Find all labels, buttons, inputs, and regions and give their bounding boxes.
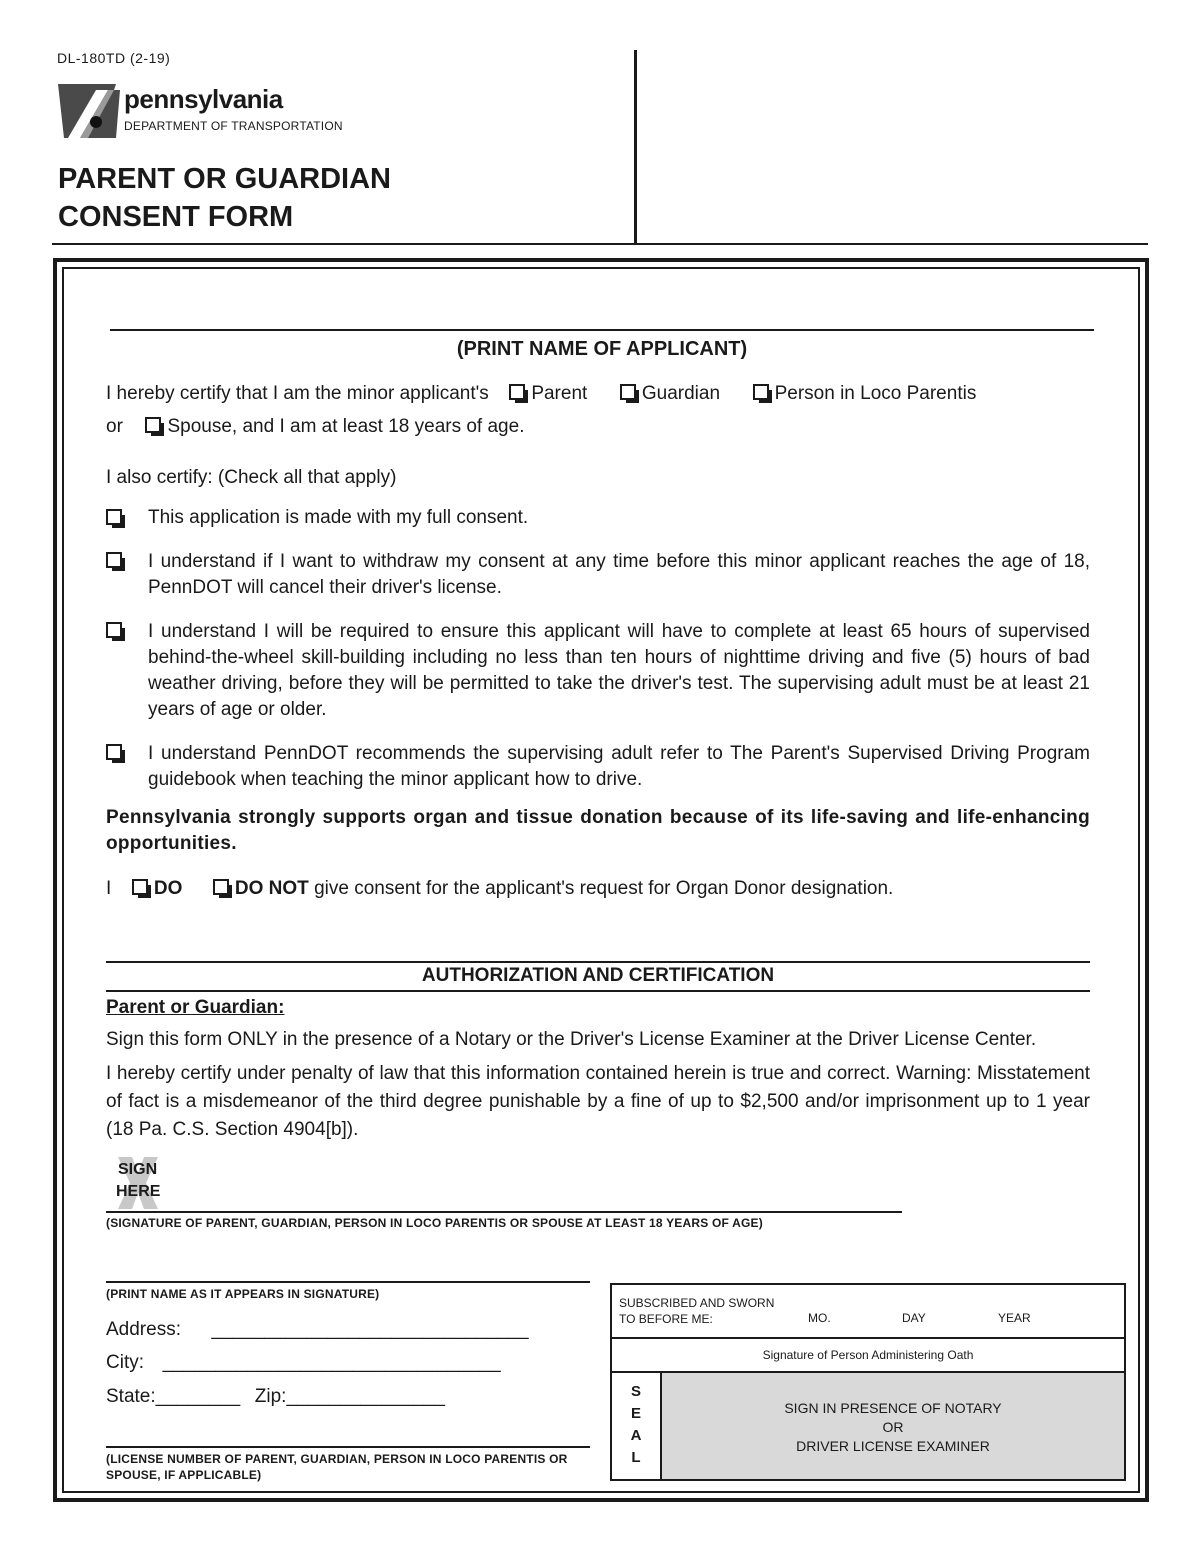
- seal-letter-e: E: [630, 1405, 641, 1422]
- presence-line-2: OR: [882, 1419, 904, 1435]
- organ-statement: Pennsylvania strongly supports organ and tissue donation because of its life-saving and life-enhancing opportunities.: [106, 807, 1090, 854]
- auth-instruction: Sign this form ONLY in the presence of a Notary or the Driver's License Examiner at the Driver License Center.: [106, 1029, 1037, 1050]
- zip-label: Zip:: [254, 1386, 287, 1407]
- license-number-caption: (LICENSE NUMBER OF PARENT, GUARDIAN, PERSON IN LOCO PARENTIS OR SPOUSE, IF APPLICABLE): [106, 1452, 568, 1482]
- city-field[interactable]: ________________________________: [162, 1352, 501, 1373]
- or-text: or: [106, 416, 123, 437]
- organ-do-not-checkbox[interactable]: [213, 879, 229, 895]
- withdraw-checkbox[interactable]: [106, 552, 122, 568]
- city-row[interactable]: [106, 1350, 501, 1376]
- guardian-checkbox[interactable]: [620, 384, 636, 400]
- organ-do-label: DO: [153, 878, 183, 899]
- title-line-1: PARENT OR GUARDIAN: [58, 163, 391, 195]
- auth-warning: I hereby certify under penalty of law that this information contained herein is true and correct. Warning: Misstatement of fact is a misdemeanor of the third degree punishable by a fine of up to $2,500 and/or imprisonment up to 1 year (18 Pa. C.S. Section 4904[b]).: [106, 1063, 1090, 1140]
- auth-subheading: Parent or Guardian:: [106, 997, 285, 1018]
- form-number: DL-180TD (2-19): [57, 50, 171, 66]
- logo-wordmark: pennsylvania: [124, 84, 283, 114]
- sworn-text: [619, 1295, 774, 1327]
- seal-label: [612, 1381, 660, 1469]
- license-number-line[interactable]: [106, 1446, 590, 1448]
- withdraw-text: I understand if I want to withdraw my consent at any time before this minor applicant reaches the age of 18, PennDOT will cancel their driver's license.: [148, 551, 1090, 598]
- address-row[interactable]: [106, 1317, 529, 1343]
- logo-subtitle: DEPARTMENT OF TRANSPORTATION: [124, 119, 343, 133]
- print-name-caption: (PRINT NAME AS IT APPEARS IN SIGNATURE): [106, 1287, 380, 1301]
- seal-letter-a: A: [630, 1427, 642, 1444]
- hours-text: I understand I will be required to ensure this applicant will have to complete at least 65 hours of supervised behind-the-wheel skill-building including no less than ten hours of nighttime driving and five (5) hours of bad weather driving, before they will be permitted to take the driver's test. The supervising adult must be at least 21 years of age or older.: [148, 621, 1090, 720]
- city-label: City:: [106, 1352, 144, 1373]
- certify-intro-text: I also certify: (Check all that apply): [106, 467, 397, 488]
- guardian-label: Guardian: [641, 383, 721, 404]
- spouse-line: [106, 414, 1006, 440]
- signature-line[interactable]: [106, 1211, 902, 1213]
- sworn-line-1: SUBSCRIBED AND SWORN: [619, 1296, 775, 1310]
- organ-suffix: give consent for the applicant's request for Organ Donor designation.: [314, 878, 894, 899]
- organ-do-checkbox[interactable]: [132, 879, 148, 895]
- zip-field[interactable]: _______________: [286, 1386, 445, 1407]
- header-rule: [52, 243, 1148, 245]
- organ-consent-line: [106, 876, 1106, 902]
- signature-caption: (SIGNATURE OF PARENT, GUARDIAN, PERSON IN LOCO PARENTIS OR SPOUSE AT LEAST 18 YEARS OF AGE): [106, 1216, 763, 1230]
- header-divider: [634, 50, 637, 245]
- consent-checkbox[interactable]: [106, 509, 122, 525]
- print-name-line[interactable]: [106, 1281, 590, 1283]
- address-field[interactable]: ______________________________: [211, 1319, 529, 1340]
- loco-parentis-checkbox[interactable]: [753, 384, 769, 400]
- sworn-line-2: TO BEFORE ME:: [619, 1312, 713, 1326]
- guidebook-checkbox[interactable]: [106, 744, 122, 760]
- title-line-2: CONSENT FORM: [58, 201, 294, 233]
- hours-checkbox[interactable]: [106, 622, 122, 638]
- spouse-label: Spouse, and I am at least 18 years of age.: [167, 416, 525, 437]
- state-field[interactable]: ________: [155, 1386, 241, 1407]
- sign-here-line-1: SIGN: [118, 1161, 158, 1178]
- seal-letter-l: L: [631, 1449, 641, 1466]
- parent-checkbox[interactable]: [509, 384, 525, 400]
- consent-text: This application is made with my full consent.: [148, 507, 529, 528]
- guidebook-text: I understand PennDOT recommends the supervising adult refer to The Parent's Supervised Driving Program guidebook when teaching the minor applicant how to drive.: [148, 743, 1090, 790]
- relationship-line: [106, 381, 1106, 407]
- sign-here-line-2: HERE: [116, 1183, 161, 1200]
- presence-line-1: SIGN IN PRESENCE OF NOTARY: [784, 1400, 1002, 1416]
- address-label: Address:: [106, 1319, 181, 1340]
- auth-heading: AUTHORIZATION AND CERTIFICATION: [421, 965, 775, 986]
- sign-here-marker: [108, 1155, 168, 1211]
- presence-area: [662, 1373, 1124, 1479]
- applicant-name-caption: (PRINT NAME OF APPLICANT): [456, 338, 748, 360]
- applicant-name-line[interactable]: [110, 329, 1094, 331]
- oath-signature-caption: Signature of Person Administering Oath: [762, 1348, 974, 1362]
- organ-prefix: I: [106, 878, 112, 899]
- presence-line-3: DRIVER LICENSE EXAMINER: [796, 1438, 990, 1454]
- certify-intro: I hereby certify that I am the minor applicant's: [106, 383, 489, 404]
- year-label: YEAR: [998, 1311, 1031, 1325]
- seal-letter-s: S: [630, 1383, 641, 1400]
- parent-label: Parent: [531, 383, 588, 404]
- loco-parentis-label: Person in Loco Parentis: [774, 383, 977, 404]
- state-zip-row[interactable]: [106, 1384, 445, 1410]
- auth-rule-bottom: [106, 990, 1090, 992]
- notary-box: [610, 1283, 1126, 1481]
- presence-text: [662, 1399, 1124, 1456]
- notary-divider-1: [612, 1337, 1124, 1339]
- state-label: State:: [106, 1386, 156, 1407]
- month-label: MO.: [808, 1311, 831, 1325]
- spouse-checkbox[interactable]: [145, 417, 161, 433]
- organ-do-not-label: DO NOT: [234, 878, 309, 899]
- day-label: DAY: [902, 1311, 926, 1325]
- page-title: [58, 160, 391, 236]
